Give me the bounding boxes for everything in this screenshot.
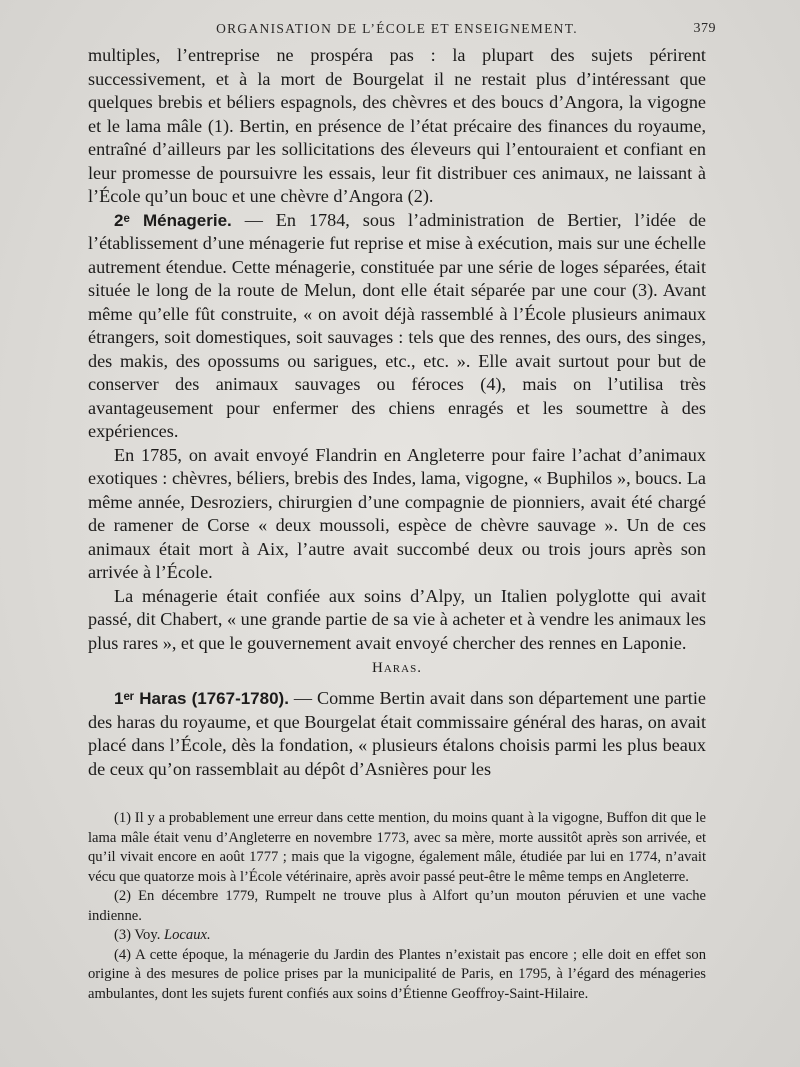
running-title: ORGANISATION DE L’ÉCOLE ET ENSEIGNEMENT. <box>216 21 578 36</box>
footnote-1: (1) Il y a probablement une erreur dans cette mention, du moins quant à la vigogne, Buffon dit que le lama mâle était venu d’Angleterre en novembre 1773, avec sa mère, morte aussitôt après son arrivée, et qu’il vivait encore en août 1777 ; mais que la vigogne, également mâle, étudiée par lui en 1774, n’avait vécu que quatorze mois à l’École vétérinaire, après avoir passé peut-être le même temps en Angleterre. <box>88 810 706 885</box>
running-head <box>88 14 716 44</box>
page-number: 379 <box>693 21 716 36</box>
footnote-2: (2) En décembre 1779, Rumpelt ne trouve plus à Alfort qu’un mouton péruvien et une vache indienne. <box>88 888 706 924</box>
haras-heading: 1ᵉʳ Haras (1767-1780). <box>114 689 289 708</box>
paragraph-menagerie <box>88 209 706 444</box>
footnote-3-prefix: (3) Voy. <box>114 927 165 943</box>
paragraph-1: multiples, l’entreprise ne prospéra pas : la plupart des sujets périrent successivement, et à la mort de Bourgelat il ne restait plus d’intéressant que quelques brebis et béliers espagnols, des chèvres et des boucs d’Angora, la vigogne et le lama mâle (1). Bertin, en présence de l’état précaire des finances du royaume, entraîné d’ailleurs par les sollicitations des éleveurs qui l’entouraient et confiant en leur promesse de poursuivre les essais, leur fit distribuer ces animaux, ne laissant à l’École qu’un bouc et une chèvre d’Angora (2). <box>88 45 706 206</box>
haras-text: — Comme Bertin avait dans son département une partie des haras du royaume, et que Bourgelat était commissaire général des haras, on avait placé dans l’École, dès la fondation, « plusieurs étalons choisis parmi les plus beaux de ceux qu’on rassemblait au dépôt d’Asnières pour les <box>88 688 706 779</box>
paragraph-haras <box>88 687 706 781</box>
footnote-4: (4) A cette époque, la ménagerie du Jardin des Plantes n’existait pas encore ; elle doit en effet son origine à des mesures de police prises par la municipalité de Paris, en 1795, à l’égard des ménageries ambulantes, dont les sujets furent confiés aux soins d’Étienne Geoffroy-Saint-Hilaire. <box>88 946 706 1002</box>
footnotes <box>88 809 706 1004</box>
main-text <box>88 44 706 781</box>
paragraph-3: En 1785, on avait envoyé Flandrin en Angleterre pour faire l’achat d’animaux exotiques : chèvres, béliers, brebis des Indes, lama, vigogne, « Buphilos », boucs. La même année, Desroziers, chirurgien d’une compagnie de pionniers, avait été chargé de ramener de Corse « deux moussoli, espèce de chèvre sauvage ». Un de ces animaux était mort à Aix, l’autre avait succombé deux ou trois jours après son arrivée à l’École. <box>88 444 706 582</box>
section-title-haras: Haras. <box>372 660 422 676</box>
menagerie-text: — En 1784, sous l’administration de Bertier, l’idée de l’établissement d’une ménagerie fut reprise et mise à exécution, mais sur une échelle autrement étendue. Cette ménagerie, constituée par une série de loges séparées, était située le long de la route de Melun, dont elle était séparée par une cour (3). Avant même qu’elle fût construite, « on avoit déjà rassemblé à l’École plusieurs animaux étrangers, soit domestiques, soit sauvages : tels que des rennes, des ours, des singes, des makis, des opossums ou sarigues, etc., etc. ». Elle avait surtout pour but de conserver des animaux sauvages ou féroces (4), mais on l’utilisa très avantageusement pour enfermer des chiens enragés et les soumettre à des expériences. <box>88 209 706 441</box>
footnote-3 <box>88 926 706 946</box>
menagerie-heading: 2ᵉ Ménagerie. <box>114 210 232 230</box>
footnote-3-reference: Locaux. <box>164 927 211 943</box>
paragraph-4: La ménagerie était confiée aux soins d’Alpy, un Italien polyglotte qui avait passé, dit Chabert, « une grande partie de sa vie à acheter et à vendre les animaux les plus rares », et que le gouvernement avait envoyé chercher des rennes en Laponie. <box>88 585 706 653</box>
